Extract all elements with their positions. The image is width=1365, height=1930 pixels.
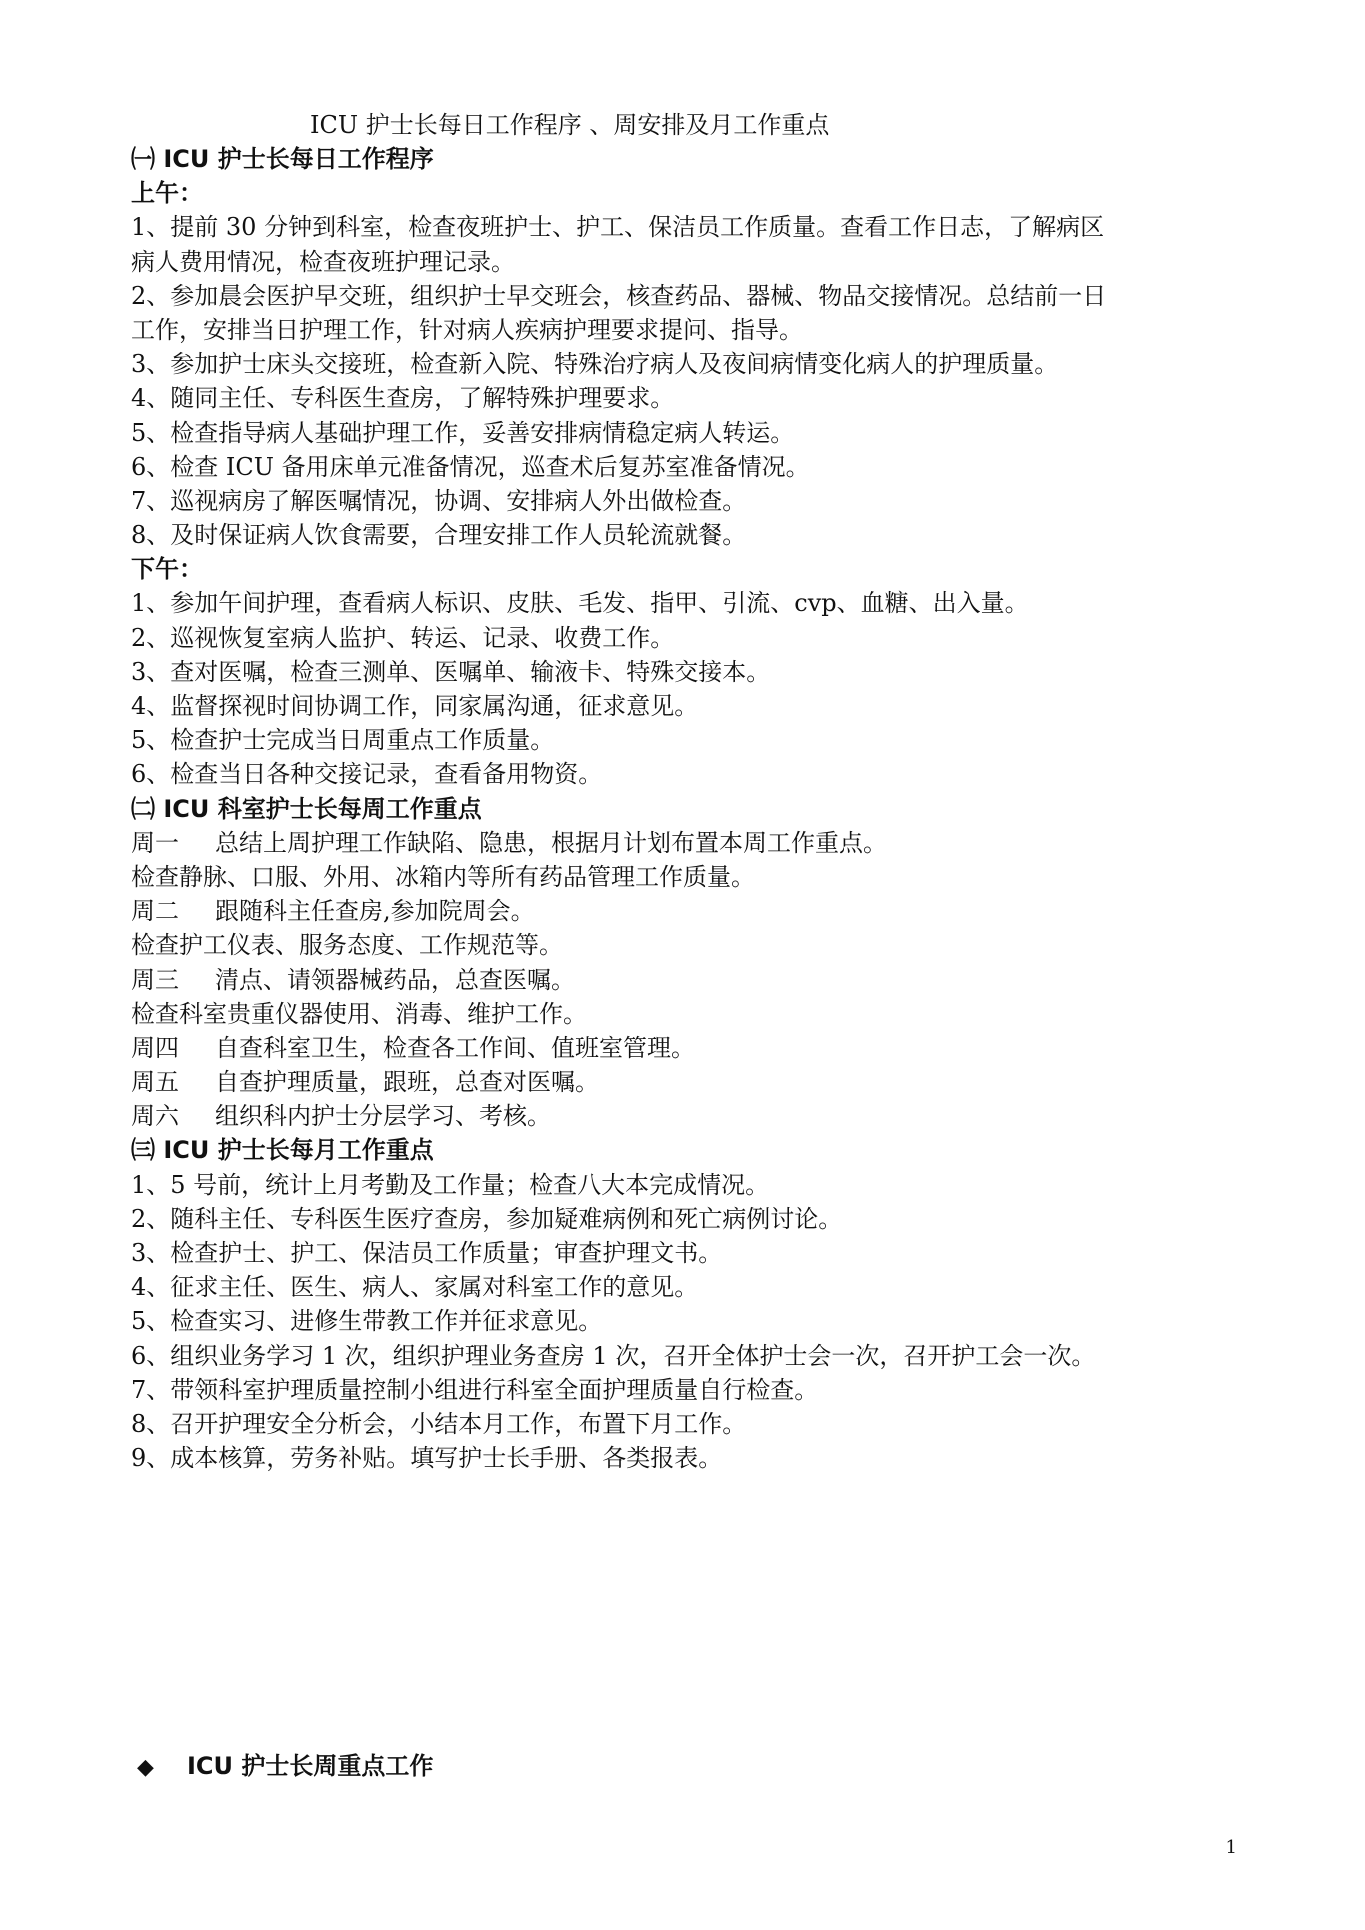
weekday-label: 周六: [131, 1102, 179, 1131]
morning-task-list: [131, 210, 1241, 552]
weekly-task-text: 总结上周护理工作缺陷、隐患，根据月计划布置本周工作重点。: [215, 828, 887, 857]
monthly-task-line: 3、检查护士、护工、保洁员工作质量；审查护理文书。: [131, 1239, 723, 1267]
afternoon-task-line: 4、监督探视时间协调工作，同家属沟通，征求意见。: [131, 692, 699, 720]
page-number: 1: [1225, 1837, 1237, 1858]
weekday-label: 周一: [131, 828, 179, 857]
weekly-section-heading: ㈡ ICU 科室护士长每周工作重点: [131, 794, 482, 823]
document-title: ICU 护士长每日工作程序 、周安排及月工作重点: [310, 111, 830, 139]
morning-task-line: 工作，安排当日护理工作，针对病人疾病护理要求提问、指导。: [131, 315, 803, 344]
morning-task-line: 5、检查指导病人基础护理工作，妥善安排病情稳定病人转运。: [131, 418, 795, 447]
document-body: [131, 142, 1241, 1475]
weekly-task-text: 检查护工仪表、服务态度、工作规范等。: [131, 931, 563, 960]
monthly-task-line: 8、召开护理安全分析会，小结本月工作，布置下月工作。: [131, 1409, 747, 1438]
monthly-task-list: [131, 1168, 1241, 1476]
weekly-task-line: [131, 1031, 1241, 1065]
weekly-task-line: [131, 826, 1241, 860]
morning-label: 上午：: [131, 179, 203, 208]
weekly-task-text: 跟随科主任查房,参加院周会。: [215, 897, 535, 926]
weekly-task-line: [131, 1065, 1241, 1099]
monthly-task-line: 7、带领科室护理质量控制小组进行科室全面护理质量自行检查。: [131, 1375, 819, 1404]
afternoon-task-line: 3、查对医嘱，检查三测单、医嘱单、输液卡、特殊交接本。: [131, 657, 771, 686]
afternoon-task-list: [131, 586, 1241, 791]
afternoon-task-line: 6、检查当日各种交接记录，查看备用物资。: [131, 760, 603, 789]
monthly-task-line: 4、征求主任、医生、病人、家属对科室工作的意见。: [131, 1273, 699, 1302]
monthly-section-heading: ㈢ ICU 护士长每月工作重点: [131, 1136, 434, 1165]
morning-task-line: 7、巡视病房了解医嘱情况，协调、安排病人外出做检查。: [131, 486, 747, 515]
monthly-task-line: 2、随科主任、专科医生医疗查房，参加疑难病例和死亡病例讨论。: [131, 1204, 843, 1233]
monthly-task-line: 1、5 号前，统计上月考勤及工作量；检查八大本完成情况。: [131, 1170, 770, 1199]
weekly-task-text: 清点、请领器械药品，总查医嘱。: [215, 965, 575, 994]
weekly-task-line: [131, 1099, 1241, 1133]
weekly-task-text: 检查科室贵重仪器使用、消毒、维护工作。: [131, 999, 587, 1028]
weekly-task-text: 自查科室卫生，检查各工作间、值班室管理。: [215, 1033, 695, 1062]
monthly-task-line: 6、组织业务学习 1 次，组织护理业务查房 1 次，召开全体护士会一次，召开护工会一次。: [131, 1341, 1096, 1370]
afternoon-task-line: 5、检查护士完成当日周重点工作质量。: [131, 726, 555, 755]
morning-task-line: 病人费用情况，检查夜班护理记录。: [131, 247, 515, 276]
weekly-task-line: [131, 928, 1241, 962]
monthly-task-line: 9、成本核算，劳务补贴。填写护士长手册、各类报表。: [131, 1444, 723, 1473]
footer-heading-text: ICU 护士长周重点工作: [187, 1752, 434, 1780]
weekly-task-line: [131, 860, 1241, 894]
diamond-bullet-icon: ◆: [137, 1755, 154, 1780]
morning-task-line: 8、及时保证病人饮食需要，合理安排工作人员轮流就餐。: [131, 521, 747, 550]
afternoon-task-line: 1、参加午间护理，查看病人标识、皮肤、毛发、指甲、引流、cvp、血糖、出入量。: [131, 589, 1029, 618]
monthly-task-line: 5、检查实习、进修生带教工作并征求意见。: [131, 1307, 603, 1336]
weekday-label: 周四: [131, 1033, 179, 1062]
morning-task-line: 3、参加护士床头交接班，检查新入院、特殊治疗病人及夜间病情变化病人的护理质量。: [131, 350, 1059, 379]
weekday-label: 周三: [131, 965, 179, 994]
morning-task-line: 4、随同主任、专科医生查房，了解特殊护理要求。: [131, 384, 675, 413]
weekday-label: 周五: [131, 1068, 179, 1097]
morning-task-line: 2、参加晨会医护早交班，组织护士早交班会，核查药品、器械、物品交接情况。总结前一日: [131, 281, 1107, 310]
weekday-label: 周二: [131, 897, 179, 926]
weekly-task-list: [131, 826, 1241, 1134]
afternoon-task-line: 2、巡视恢复室病人监护、转运、记录、收费工作。: [131, 623, 675, 652]
footer-heading: [137, 1749, 433, 1785]
weekly-task-text: 检查静脉、口服、外用、冰箱内等所有药品管理工作质量。: [131, 862, 755, 891]
weekly-task-line: [131, 963, 1241, 997]
weekly-task-line: [131, 894, 1241, 928]
daily-section-heading: ㈠ ICU 护士长每日工作程序: [131, 145, 434, 173]
morning-task-line: 6、检查 ICU 备用床单元准备情况，巡查术后复苏室准备情况。: [131, 452, 810, 481]
morning-task-line: 1、提前 30 分钟到科室，检查夜班护士、护工、保洁员工作质量。查看工作日志，了解病区: [131, 213, 1105, 242]
weekly-task-line: [131, 997, 1241, 1031]
weekly-task-text: 组织科内护士分层学习、考核。: [215, 1102, 551, 1131]
weekly-task-text: 自查护理质量，跟班，总查对医嘱。: [215, 1068, 599, 1097]
afternoon-label: 下午：: [131, 555, 203, 584]
